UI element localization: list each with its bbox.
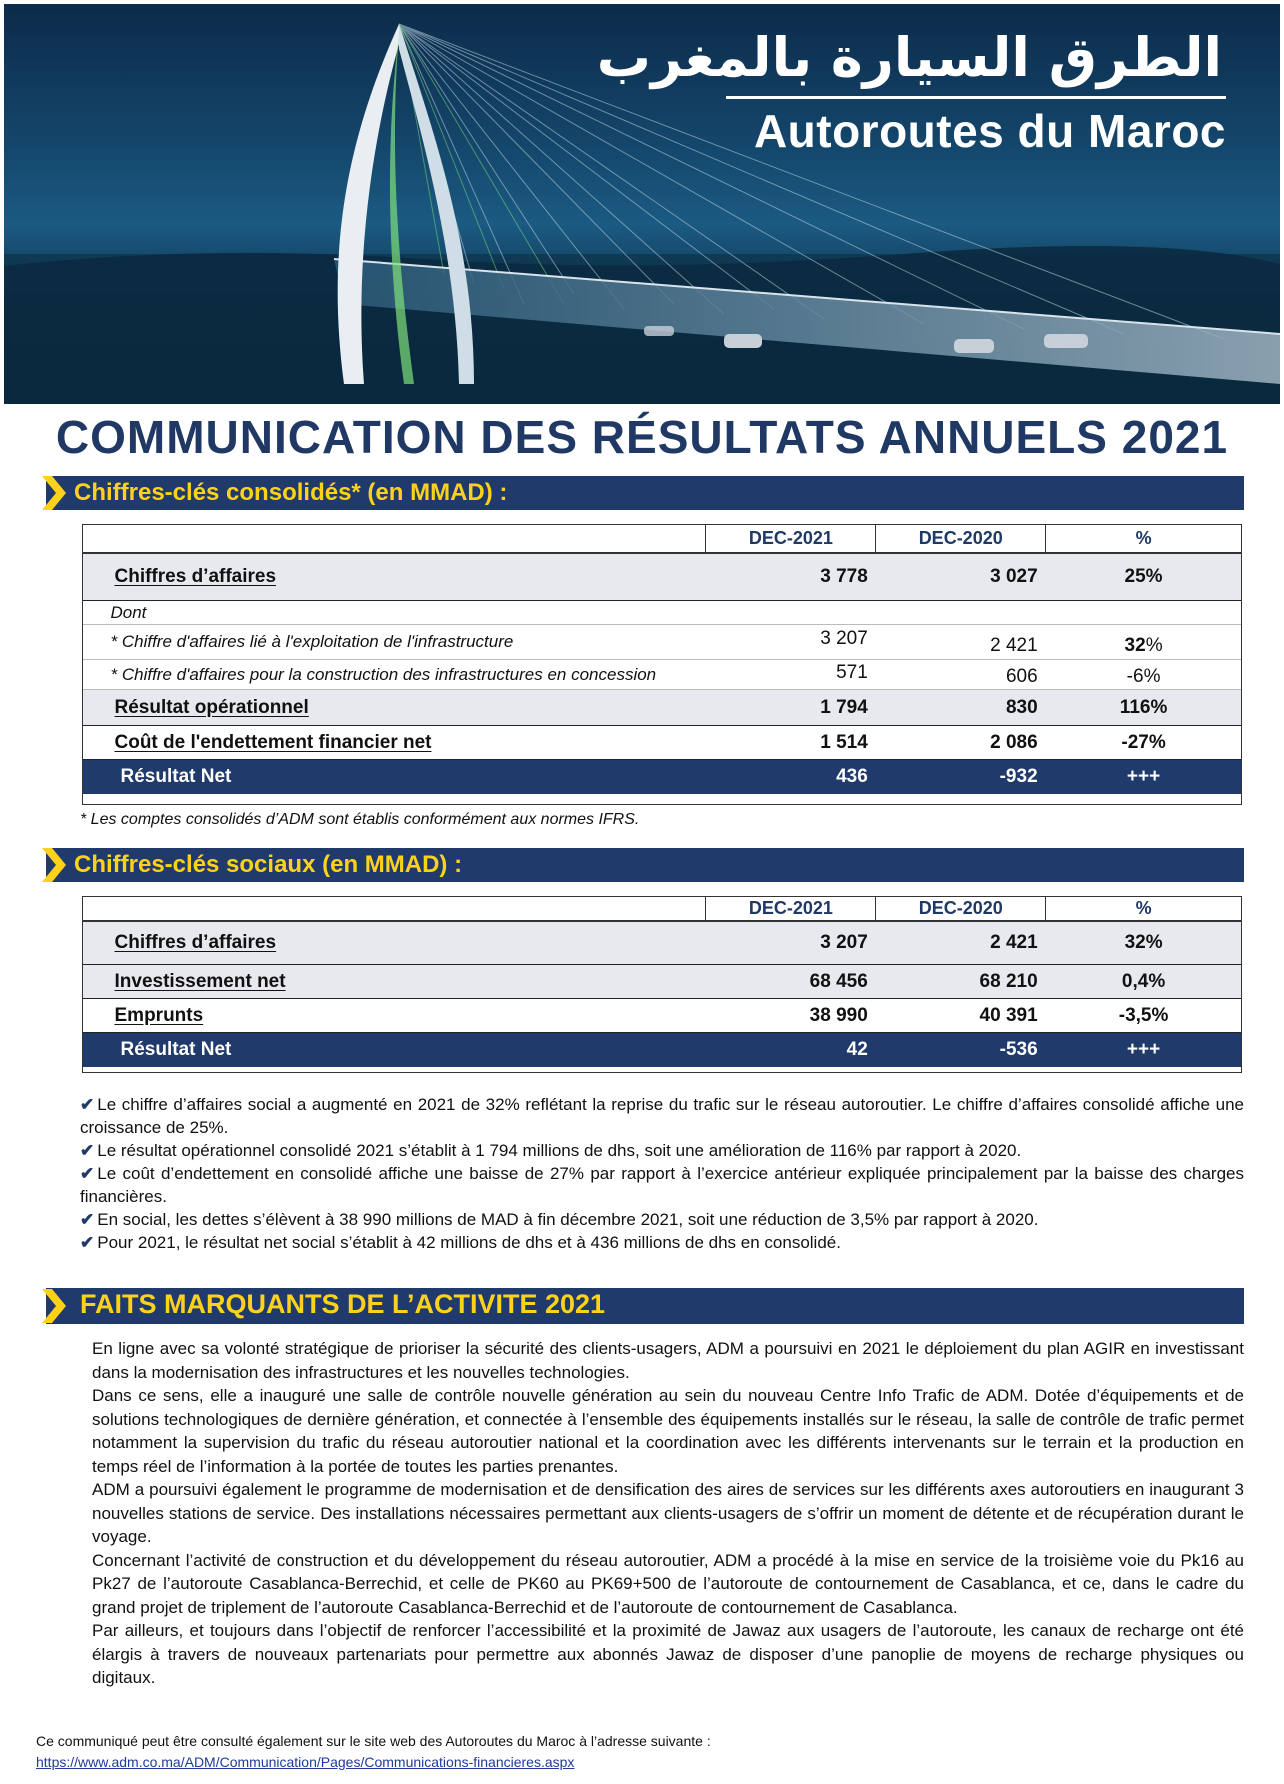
table-row [83,921,1242,965]
value-2020: 830 [876,690,1046,726]
value-2020: 68 210 [876,965,1046,999]
brand-arabic-name: الطرق السيارة بالمغرب [596,26,1222,89]
list-item-text: En social, les dettes s’élèvent à 38 990 millions de MAD à fin décembre 2021, soit une réduction de 3,5% par rapport à 2020. [97,1210,1039,1229]
table-row [83,999,1242,1033]
consolidated-section-header [46,476,1244,510]
check-icon: ✔ [80,1141,95,1160]
ifrs-footnote: * Les comptes consolidés d’ADM sont établis conformément aux normes IFRS. [80,811,640,828]
social-section-title: Chiffres-clés sociaux (en MMAD) : [74,851,463,878]
highlights-section-title: FAITS MARQUANTS DE L’ACTIVITE 2021 [80,1289,606,1319]
paragraph: En ligne avec sa volonté stratégique de prioriser la sécurité des clients-usagers, ADM a poursuivi en 2021 le déploiement du plan AGIR en investissant dans la modernisation des infrastructures et les nouvelles technologies. [92,1339,1244,1382]
brand-french-name: Autoroutes du Maroc [753,105,1226,157]
hero-banner [4,4,1280,404]
list-item-text: Pour 2021, le résultat net social s’établit à 42 millions de dhs et à 436 millions de dhs en consolidé. [97,1233,841,1252]
table-row-net [83,760,1242,794]
col-dec-2020: DEC-2020 [876,897,1046,921]
value-2020: 40 391 [876,999,1046,1033]
list-item-text: Le coût d’endettement en consolidé affiche une baisse de 27% par rapport à l’exercice antérieur expliquée principalement par la baisse des charges financières. [80,1164,1244,1206]
check-icon: ✔ [80,1095,95,1114]
value-2020: 2 086 [876,726,1046,760]
value-pct: 32% [1046,921,1242,965]
check-icon: ✔ [80,1233,95,1252]
value-pct-sign: % [1145,635,1163,656]
col-dec-2021: DEC-2021 [706,525,876,553]
table-header-row [83,525,1242,553]
row-label: Dont [83,601,706,625]
value-pct: 116% [1046,690,1242,726]
consolidated-table [82,524,1242,794]
value-2020: -932 [999,765,1038,787]
list-item [80,1162,1244,1208]
social-table [82,896,1242,1067]
value-2021: 1 514 [706,726,876,760]
chevron-right-icon [42,1288,66,1324]
paragraph: Concernant l’activité de construction et du développement du réseau autoroutier, ADM a procédé à la mise en service de la troisième voie du Pk16 au Pk27 de l’autoroute Casablanca-Berrechid, et celle de PK60 au PK69+500 de l’autoroute de contournement de Casablanca, et ce, dans le cadre du grand projet de triplement de l’autoroute Casablanca-Berrechid et de l’autoroute de contournement de Casablanca. [92,1550,1244,1617]
table-row [83,965,1242,999]
row-label: Chiffres d’affaires [114,565,277,587]
row-label: * Chiffre d'affaires pour la construction des infrastructures en concession [83,660,706,690]
value-2020: 2 421 [876,921,1046,965]
table-row [83,660,1242,690]
highlights-body [92,1337,1244,1690]
list-item-text: Le résultat opérationnel consolidé 2021 s’établit à 1 794 millions de dhs, soit une amélioration de 116% par rapport à 2020. [97,1141,1022,1160]
value-2021: 1 794 [706,690,876,726]
check-icon: ✔ [80,1164,95,1183]
table-row [83,726,1242,760]
value-pct: +++ [1126,1038,1161,1060]
value-2021: 571 [706,660,876,690]
value-pct: +++ [1126,765,1161,787]
value-pct: -3,5% [1046,999,1242,1033]
financial-communications-link[interactable]: https://www.adm.co.ma/ADM/Communication/Pages/Communications-financieres.aspx [36,1754,575,1770]
table-row [83,553,1242,601]
table-row [83,601,1242,625]
paragraph: ADM a poursuivi également le programme de modernisation et de densification des aires de services sur les différents axes autoroutiers en inaugurant 3 nouvelles stations de service. Des installations nécessaires permettant aux clients-usagers de s’offrir un moment de détente et de récupération durant le voyage. [92,1480,1244,1546]
value-2021: 68 456 [706,965,876,999]
row-label: Résultat Net [120,1038,232,1060]
paragraph: Par ailleurs, et toujours dans l’objectif de renforcer l’accessibilité et la proximité de Jawaz aux usagers de l’autoroute, les canaux de recharge ont été élargis à travers de nouveaux partenariats pour permettre aux abonnés Jawaz de disposer d’une panoplie de moyens de recharge physiques ou digitaux. [92,1621,1244,1687]
value-2020: 2 421 [876,625,1046,660]
value-2021: 42 [846,1038,868,1060]
row-label: Résultat Net [120,765,232,787]
value-2020: 606 [876,660,1046,690]
brand-divider [726,96,1226,99]
table-row-net [83,1033,1242,1067]
key-points-list [80,1093,1244,1254]
chevron-right-icon [42,848,66,882]
row-label: Investissement net [114,970,286,992]
list-item [80,1139,1244,1162]
value-pct: -6% [1046,660,1242,690]
row-label: * Chiffre d'affaires lié à l'exploitation de l'infrastructure [83,625,706,660]
value-pct: 25% [1046,553,1242,601]
value-2021: 3 778 [706,553,876,601]
row-label: Chiffres d’affaires [114,931,277,953]
col-dec-2021: DEC-2021 [706,897,876,921]
col-pct: % [1046,525,1242,553]
table-header-row [83,897,1242,921]
row-label: Coût de l'endettement financier net [114,731,432,753]
row-label: Emprunts [114,1004,204,1026]
paragraph: Dans ce sens, elle a inauguré une salle de contrôle nouvelle génération au sein du nouveau Centre Info Trafic de ADM. Dotée d’équipements et de solutions technologiques de dernière génération, et connectée à l’ensemble des équipements installés sur le réseau, la salle de contrôle de trafic permet notamment la supervision du trafic du réseau autoroutier national et la coordination avec les différents intervenants sur le terrain et la production en temps réel de l’information à la portée de toutes les parties prenantes. [92,1386,1244,1476]
table-row [83,690,1242,726]
value-pct-number: 32 [1124,635,1146,656]
value-2020: 3 027 [876,553,1046,601]
value-2021: 436 [836,765,868,787]
row-label: Résultat opérationnel [114,696,309,718]
list-item [80,1208,1244,1231]
social-section-header [46,848,1244,882]
list-item [80,1093,1244,1139]
col-dec-2020: DEC-2020 [876,525,1046,553]
list-item-text: Le chiffre d’affaires social a augmenté en 2021 de 32% reflétant la reprise du trafic sur le réseau autoroutier. Le chiffre d’affaires consolidé affiche une croissance de 25%. [80,1095,1244,1137]
highlights-section-header [46,1288,1244,1324]
footer [36,1731,711,1773]
value-pct: -27% [1046,726,1242,760]
value-2021: 38 990 [706,999,876,1033]
consolidated-section-title: Chiffres-clés consolidés* (en MMAD) : [74,479,508,506]
col-pct: % [1046,897,1242,921]
footer-text: Ce communiqué peut être consulté également sur le site web des Autoroutes du Maroc à l’adresse suivante : [36,1733,711,1749]
check-icon: ✔ [80,1210,95,1229]
page-title: COMMUNICATION DES RÉSULTATS ANNUELS 2021 [55,411,1229,463]
list-item [80,1231,1244,1254]
value-2021: 3 207 [706,921,876,965]
value-2021: 3 207 [706,625,876,660]
value-2020: -536 [999,1038,1038,1060]
value-pct: 0,4% [1046,965,1242,999]
chevron-right-icon [42,476,66,510]
table-row [83,625,1242,660]
